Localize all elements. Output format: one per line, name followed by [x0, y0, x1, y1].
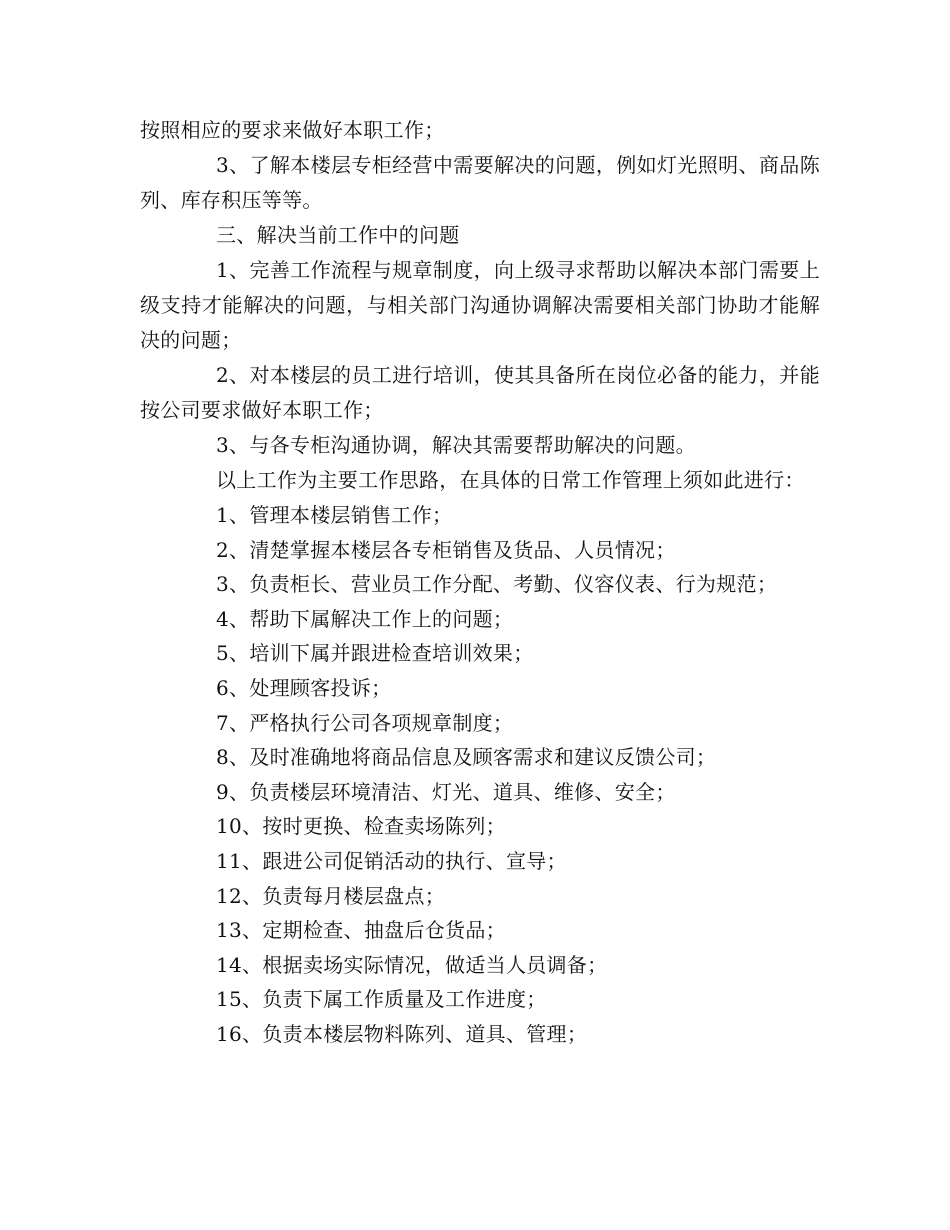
list-item: 12、负责每月楼层盘点；: [216, 883, 446, 908]
list-item: 9、负责楼层环境清洁、灯光、道具、维修、安全；: [216, 779, 676, 804]
list-item: 8、及时准确地将商品信息及顾客需求和建议反馈公司；: [216, 745, 717, 770]
list-item: 6、处理顾客投诉；: [216, 675, 392, 700]
document-body: [140, 113, 820, 1052]
paragraph-continuation: 按照相应的要求来做好本职工作；: [140, 118, 445, 142]
list-item: 2、清楚掌握本楼层各专柜销售及货品、人员情况；: [216, 537, 676, 562]
list-item: 5、培训下属并跟进检查培训效果；: [216, 641, 534, 666]
paragraph-solution-3: 3、与各专柜沟通协调，解决其需要帮助解决的问题。: [216, 433, 696, 457]
list-item: 1、管理本楼层销售工作；: [216, 503, 453, 527]
list-item: 14、根据卖场实际情况，做适当人员调备；: [216, 952, 608, 977]
list-item: 10、按时更换、检查卖场陈列；: [216, 814, 506, 839]
list-item: 3、负责柜长、营业员工作分配、考勤、仪容仪表、行为规范；: [216, 572, 778, 597]
list-item: 16、负责本楼层物料陈列、道具、管理；: [216, 1021, 588, 1046]
duty-list: [140, 498, 820, 1052]
list-item: 11、跟进公司促销活动的执行、宣导；: [216, 848, 567, 873]
list-item: 4、帮助下属解决工作上的问题；: [216, 606, 514, 631]
list-item: 13、定期检查、抽盘后仓货品；: [216, 918, 506, 943]
paragraph-point-3: 3、了解本楼层专柜经营中需要解决的问题，例如灯光照明、商品陈列、库存积压等等。: [140, 153, 820, 212]
paragraph-summary: 以上工作为主要工作思路，在具体的日常工作管理上须如此进行：: [216, 468, 805, 492]
paragraph-solution-1: 1、完善工作流程与规章制度，向上级寻求帮助以解决本部门需要上级支持才能解决的问题，与相关部门沟通协调解决需要相关部门协助才能解决的问题；: [140, 258, 820, 352]
paragraph-solution-2: 2、对本楼层的员工进行培训，使其具备所在岗位必备的能力，并能按公司要求做好本职工作；: [140, 363, 820, 422]
list-item: 15、负责下属工作质量及工作进度；: [216, 987, 547, 1012]
list-item: 7、严格执行公司各项规章制度；: [216, 710, 514, 735]
section-heading-3: 三、解决当前工作中的问题: [216, 223, 460, 247]
